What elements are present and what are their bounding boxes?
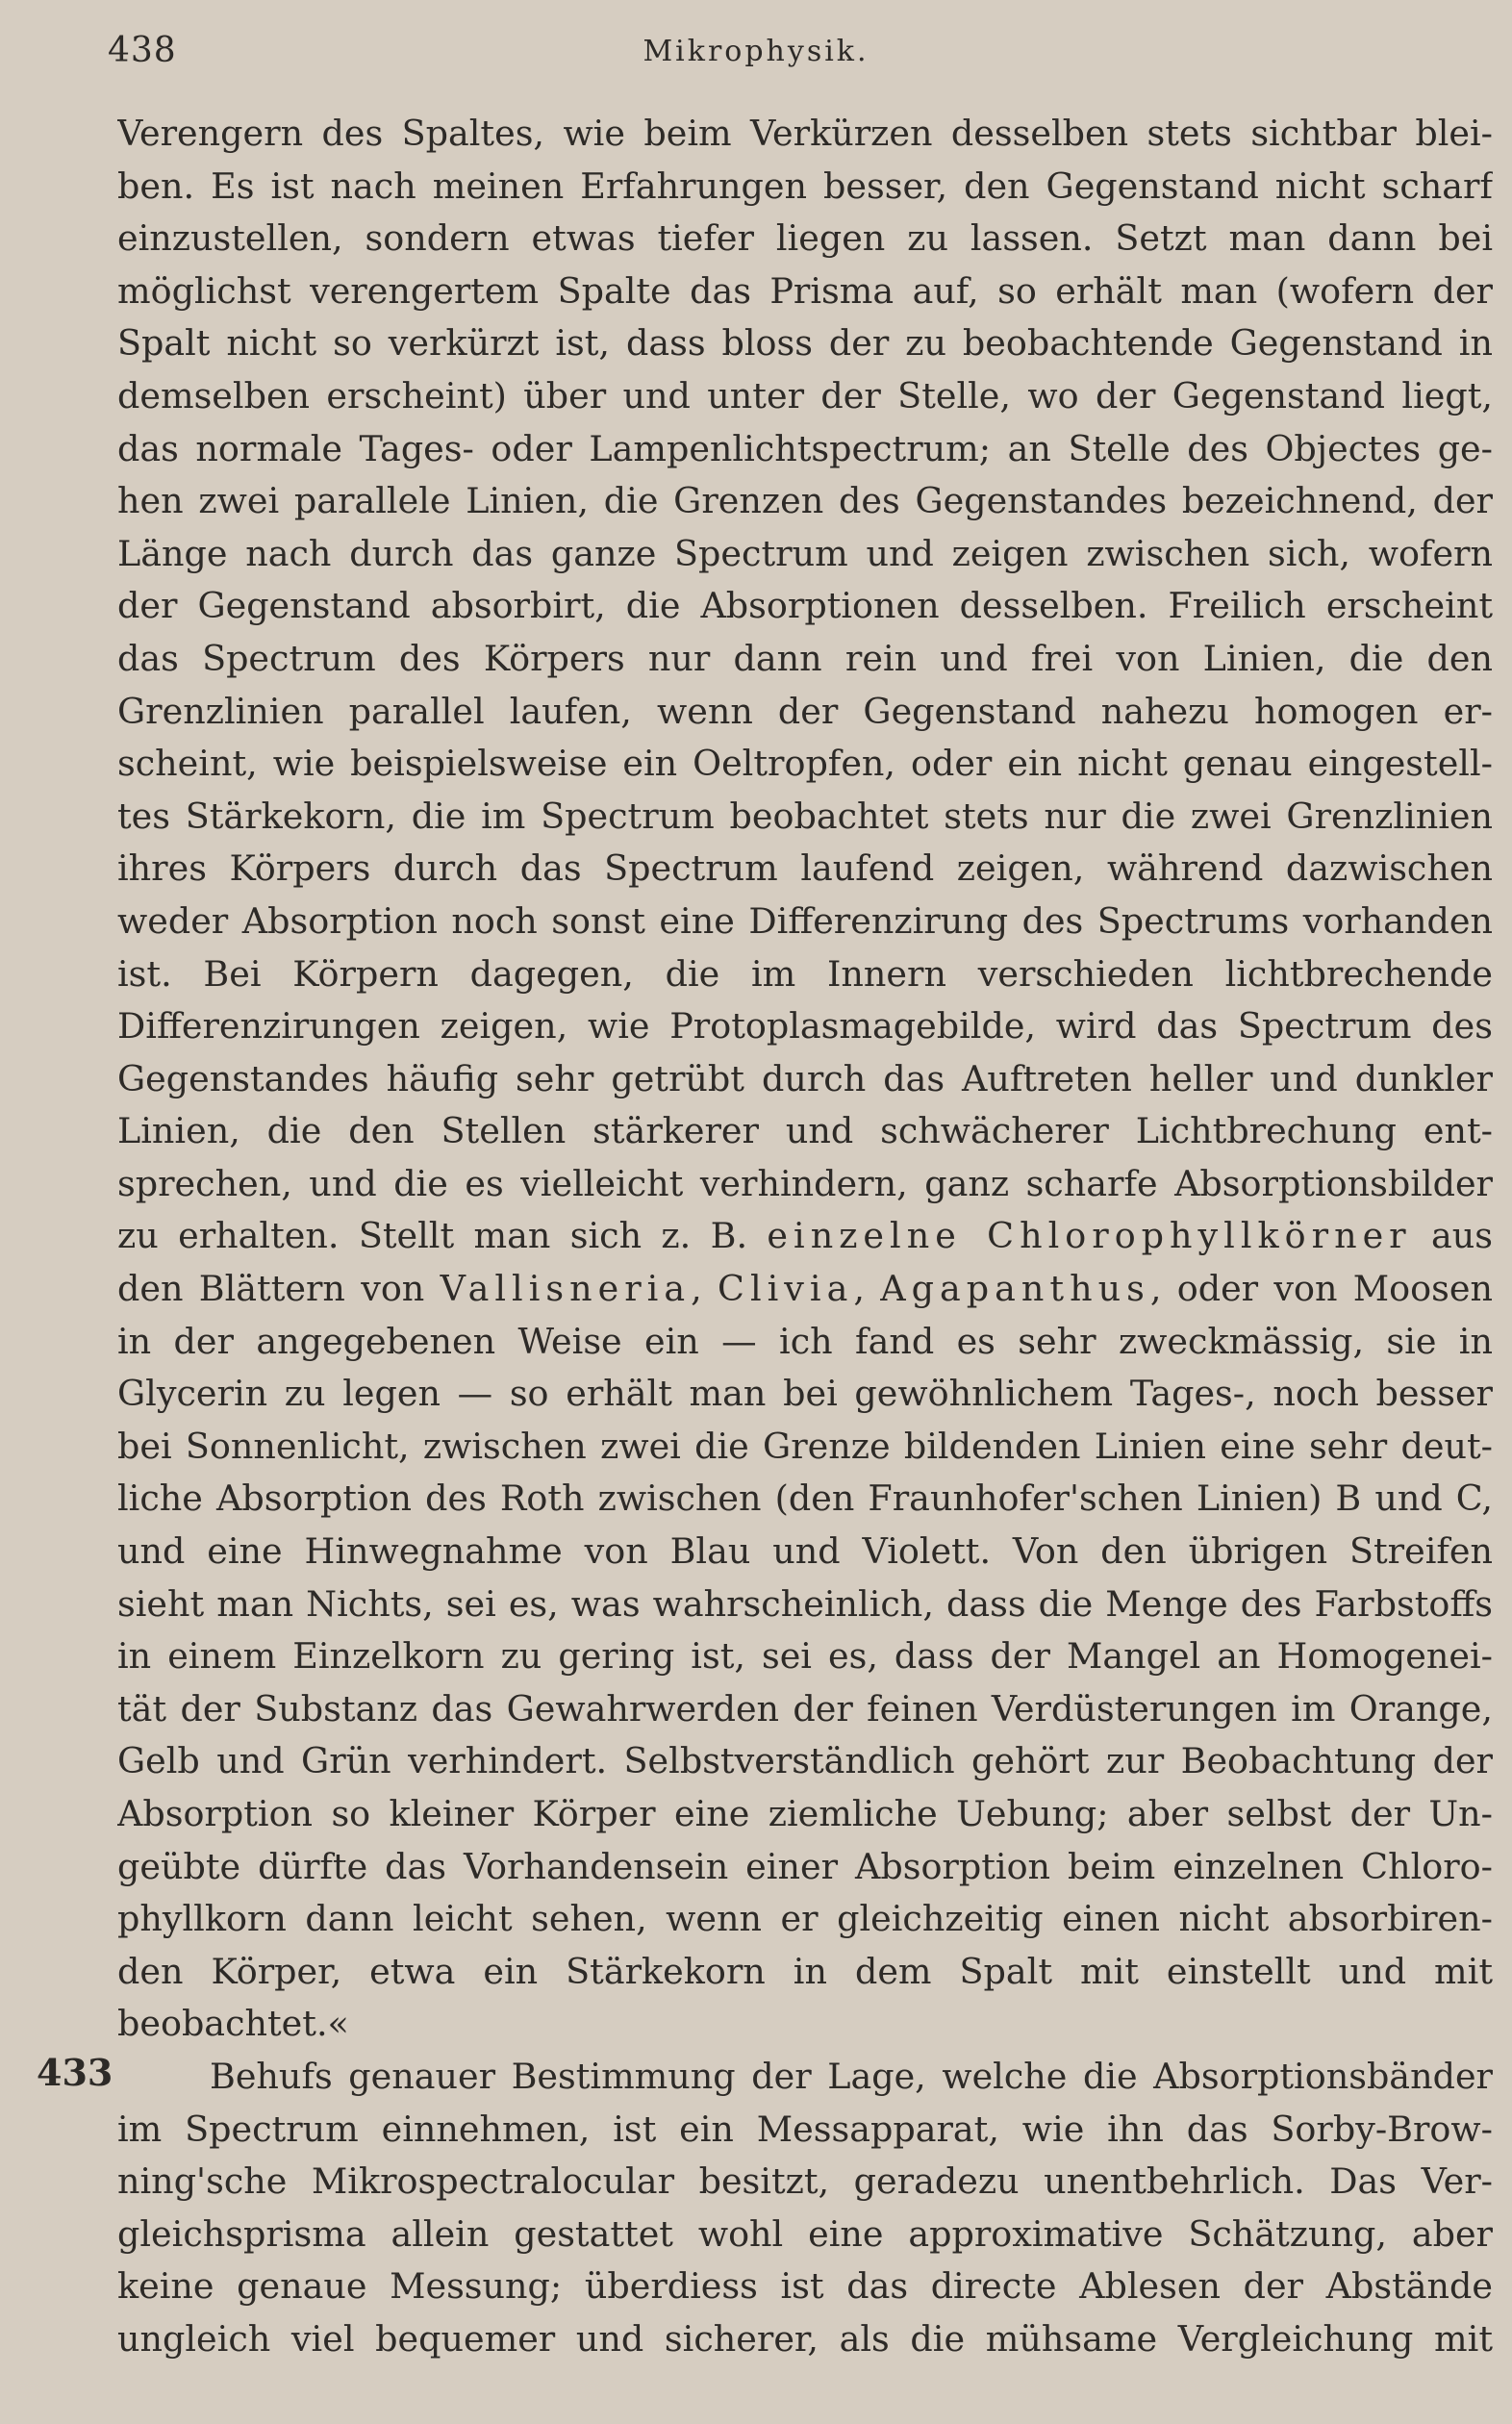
text-line: zu erhalten. Stellt man sich z. B. einzelne Chlorophyllkörner aus — [117, 1215, 1493, 1257]
text-line: Gegenstandes häufig sehr getrübt durch das Auftreten heller und dunkler — [117, 1057, 1493, 1099]
text-line: tes Stärkekorn, die im Spectrum beobachtet stets nur die zwei Grenzlinien — [117, 795, 1493, 837]
text-line: hen zwei parallele Linien, die Grenzen des Gegenstandes bezeichnend, der — [117, 480, 1493, 522]
text-line: demselben erscheint) über und unter der Stelle, wo der Gegenstand liegt, — [117, 374, 1493, 417]
text-line: Spalt nicht so verkürzt ist, dass bloss der zu beobachtende Gegenstand in — [117, 322, 1493, 365]
page-header — [0, 19, 1512, 77]
text-line: Absorption so kleiner Körper eine ziemliche Uebung; aber selbst der Un- — [117, 1793, 1493, 1834]
margin-section-number: 433 — [37, 2050, 113, 2094]
text-line: in der angegebenen Weise ein — ich fand es sehr zweckmässig, sie in — [117, 1320, 1493, 1362]
text-line: gleichsprisma allein gestattet wohl eine approximative Schätzung, aber — [117, 2212, 1493, 2255]
text-line: beobachtet.« — [117, 2003, 349, 2045]
text-line: Glycerin zu legen — so erhält man bei gewöhnlichem Tages-, noch besser — [117, 1373, 1493, 1415]
page-number: 438 — [108, 31, 177, 70]
text-line: Gelb und Grün verhindert. Selbstverständlich gehört zur Beobachtung der — [117, 1740, 1493, 1782]
text-line: bei Sonnenlicht, zwischen zwei die Grenze bildenden Linien eine sehr deut- — [117, 1425, 1493, 1467]
text-line: Behufs genauer Bestimmung der Lage, welche die Absorptionsbänder — [210, 2055, 1493, 2097]
text-line: ben. Es ist nach meinen Erfahrungen besser, den Gegenstand nicht scharf — [117, 164, 1493, 207]
text-line: keine genaue Messung; überdiess ist das directe Ablesen der Abstände — [117, 2265, 1493, 2308]
text-line: Differenzirungen zeigen, wie Protoplasmagebilde, wird das Spectrum des — [117, 1005, 1493, 1048]
text-line: sieht man Nichts, sei es, was wahrscheinlich, dass die Menge des Farbstoffs — [117, 1582, 1493, 1625]
text-line: weder Absorption noch sonst eine Differenzirung des Spectrums vorhanden — [117, 899, 1493, 942]
spaced-emphasis: Agapanthus — [880, 1268, 1150, 1310]
paragraph-continued-b — [117, 1316, 1493, 1999]
text-line: einzustellen, sondern etwas tiefer liegen zu lassen. Setzt man dann bei — [117, 217, 1493, 260]
text-line: sprechen, und die es vielleicht verhindern, ganz scharfe Absorptionsbilder — [117, 1162, 1493, 1204]
text-line: ning'sche Mikrospectralocular besitzt, geradezu unentbehrlich. Das Ver- — [117, 2160, 1493, 2203]
text-line: tät der Substanz das Gewahrwerden der feinen Verdüsterungen im Orange, — [117, 1687, 1493, 1730]
spaced-emphasis: Clivia — [718, 1268, 854, 1310]
text-line: den Blättern von Vallisneria, Clivia, Agapanthus, oder von Moosen — [117, 1268, 1493, 1310]
text-line: liche Absorption des Roth zwischen (den Fraunhofer'schen Linien) B und C, — [117, 1477, 1493, 1520]
text-line: der Gegenstand absorbirt, die Absorptionen desselben. Freilich erscheint — [117, 585, 1493, 627]
running-title: Mikrophysik. — [643, 35, 869, 68]
text-line: das normale Tages- oder Lampenlichtspectrum; an Stelle des Objectes ge- — [117, 427, 1493, 469]
section-433 — [37, 2050, 1493, 2366]
text-line: Grenzlinien parallel laufen, wenn der Gegenstand nahezu homogen er- — [117, 690, 1493, 732]
text-line: geübte dürfte das Vorhandensein einer Absorption beim einzelnen Chloro- — [117, 1845, 1493, 1887]
text-line: das Spectrum des Körpers nur dann rein und frei von Linien, die den — [117, 637, 1493, 679]
text-line: scheint, wie beispielsweise ein Oeltropfen, oder ein nicht genau eingestell- — [117, 743, 1493, 785]
spaced-emphasis: einzelne Chlorophyllkörner — [767, 1215, 1412, 1257]
text-line: ihres Körpers durch das Spectrum laufend zeigen, während dazwischen — [117, 847, 1493, 890]
paragraph-continued — [117, 108, 1493, 1210]
text-line: in einem Einzelkorn zu gering ist, sei es, dass der Mangel an Homogenei- — [117, 1635, 1493, 1678]
text-line: und eine Hinwegnahme von Blau und Violett. Von den übrigen Streifen — [117, 1530, 1493, 1573]
text-line: ungleich viel bequemer und sicherer, als die mühsame Vergleichung mit — [117, 2317, 1493, 2360]
text-line: ist. Bei Körpern dagegen, die im Innern verschieden lichtbrechende — [117, 952, 1493, 995]
section-lines — [117, 2209, 1493, 2366]
text-line: Linien, die den Stellen stärkerer und schwächerer Lichtbrechung ent- — [117, 1110, 1493, 1152]
spaced-emphasis: Vallisneria — [440, 1268, 692, 1310]
text-line: möglichst verengertem Spalte das Prisma auf, so erhält man (wofern der — [117, 269, 1493, 312]
text-line: Länge nach durch das ganze Spectrum und zeigen zwischen sich, wofern — [117, 532, 1493, 574]
text-line: phyllkorn dann leicht sehen, wenn er gleichzeitig einen nicht absorbiren- — [117, 1898, 1493, 1940]
text-line: den Körper, etwa ein Stärkekorn in dem Spalt mit einstellt und mit — [117, 1950, 1493, 1992]
body-text — [37, 108, 1493, 2366]
text-line: im Spectrum einnehmen, ist ein Messapparat, wie ihn das Sorby-Brow- — [117, 2108, 1493, 2150]
text-line: Verengern des Spaltes, wie beim Verkürzen desselben stets sichtbar blei- — [117, 113, 1493, 154]
